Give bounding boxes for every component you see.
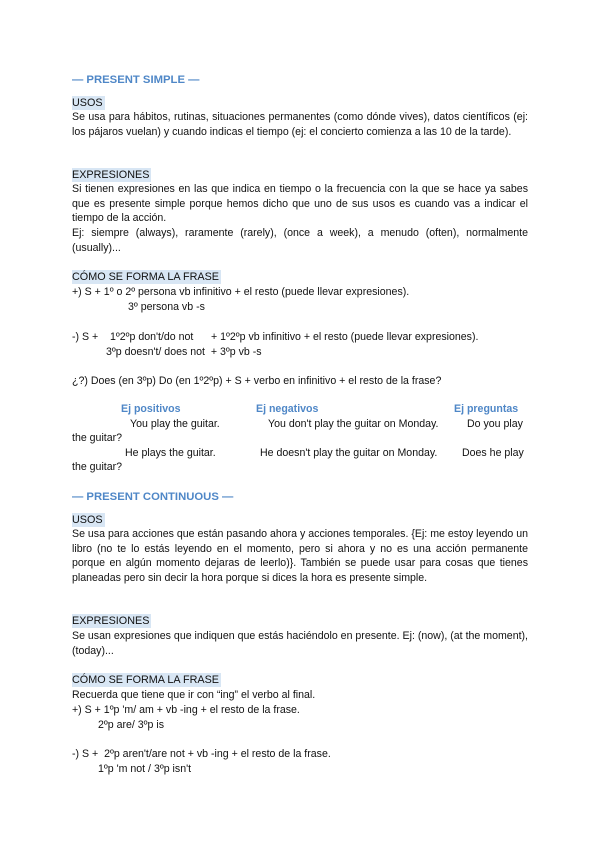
example-negative-2: He doesn't play the guitar on Monday.	[260, 447, 438, 459]
ps-question-line: ¿?) Does (en 3ºp) Do (en 1º2ºp) + S + verbo en infinitivo + el resto de la frase?	[72, 375, 442, 387]
ps-negative-line: -) S + 1º2ºp don't/do not + 1º2ºp vb infinitivo + el resto (puede llevar expresiones).	[72, 331, 479, 343]
pc-expresiones-text: Se usan expresiones que indiquen que estás haciéndolo en presente. Ej: (now), (at the moment), (today)...	[72, 630, 528, 657]
ps-affirmative-third-person: 3º persona vb -s	[128, 301, 205, 313]
example-positive-1: You play the guitar.	[130, 418, 220, 430]
ps-usos-heading: USOS	[72, 97, 103, 109]
ps-usos-text: Se usa para hábitos, rutinas, situaciones permanentes (como dónde vives), datos científicos (ej: los pájaros vuelan) y cuando indicas el tiempo (ej: el concierto comienza a las 10 de la tarde).	[72, 111, 528, 138]
example-question-2-cont: the guitar?	[72, 461, 123, 473]
pc-forma-intro: Recuerda que tiene que ir con “ing” el verbo al final.	[72, 689, 316, 701]
ej-preguntas-header: Ej preguntas	[454, 403, 519, 415]
ej-positivos-header: Ej positivos	[121, 403, 181, 415]
example-negative-1: You don't play the guitar on Monday.	[268, 418, 439, 430]
present-continuous-title: — PRESENT CONTINUOUS —	[72, 491, 234, 503]
ps-expresiones-text: Si tienen expresiones en las que indica en tiempo o la frecuencia con la que se hace ya sabes que es presente simple porque hemos dicho que uno de sus usos es cuando vas a indicar el tiempo de la acción.	[72, 183, 528, 225]
pc-usos-text: Se usa para acciones que están pasando ahora y acciones temporales. {Ej: me estoy leyendo un libro (no te lo estás leyendo en el momento, pero si ahora y no es una acción permanente porque en algún momento dejaras de leerlo)}. También se puede usar para cosas que tienes planeadas pero sin decir la hora porque si dices la hora es presente simple.	[72, 528, 528, 584]
example-question-2: Does he play	[462, 447, 524, 459]
pc-negative-other-persons: 1ºp 'm not / 3ºp isn't	[98, 763, 192, 775]
ps-forma-heading: CÓMO SE FORMA LA FRASE	[72, 271, 219, 283]
ps-affirmative-line: +) S + 1º o 2º persona vb infinitivo + el resto (puede llevar expresiones).	[72, 286, 410, 298]
pc-affirmative-line: +) S + 1ºp 'm/ am + vb -ing + el resto de la frase.	[72, 704, 300, 716]
pc-negative-line: -) S + 2ºp aren't/are not + vb -ing + el resto de la frase.	[72, 748, 331, 760]
pc-expresiones-heading: EXPRESIONES	[72, 615, 150, 627]
example-question-1: Do you play	[467, 418, 523, 430]
ps-expresiones-examples: Ej: siempre (always), raramente (rarely), (once a week), a menudo (often), normalmente (usually)...	[72, 227, 528, 254]
present-simple-title: — PRESENT SIMPLE —	[72, 74, 200, 86]
pc-affirmative-other-persons: 2ºp are/ 3ºp is	[98, 719, 165, 731]
ps-negative-third-person: 3ºp doesn't/ does not + 3ºp vb -s	[106, 346, 262, 358]
example-positive-2: He plays the guitar.	[125, 447, 216, 459]
example-question-1-cont: the guitar?	[72, 432, 123, 444]
pc-usos-heading: USOS	[72, 514, 103, 526]
pc-forma-heading: CÓMO SE FORMA LA FRASE	[72, 674, 219, 686]
ps-expresiones-heading: EXPRESIONES	[72, 169, 150, 181]
ej-negativos-header: Ej negativos	[256, 403, 319, 415]
